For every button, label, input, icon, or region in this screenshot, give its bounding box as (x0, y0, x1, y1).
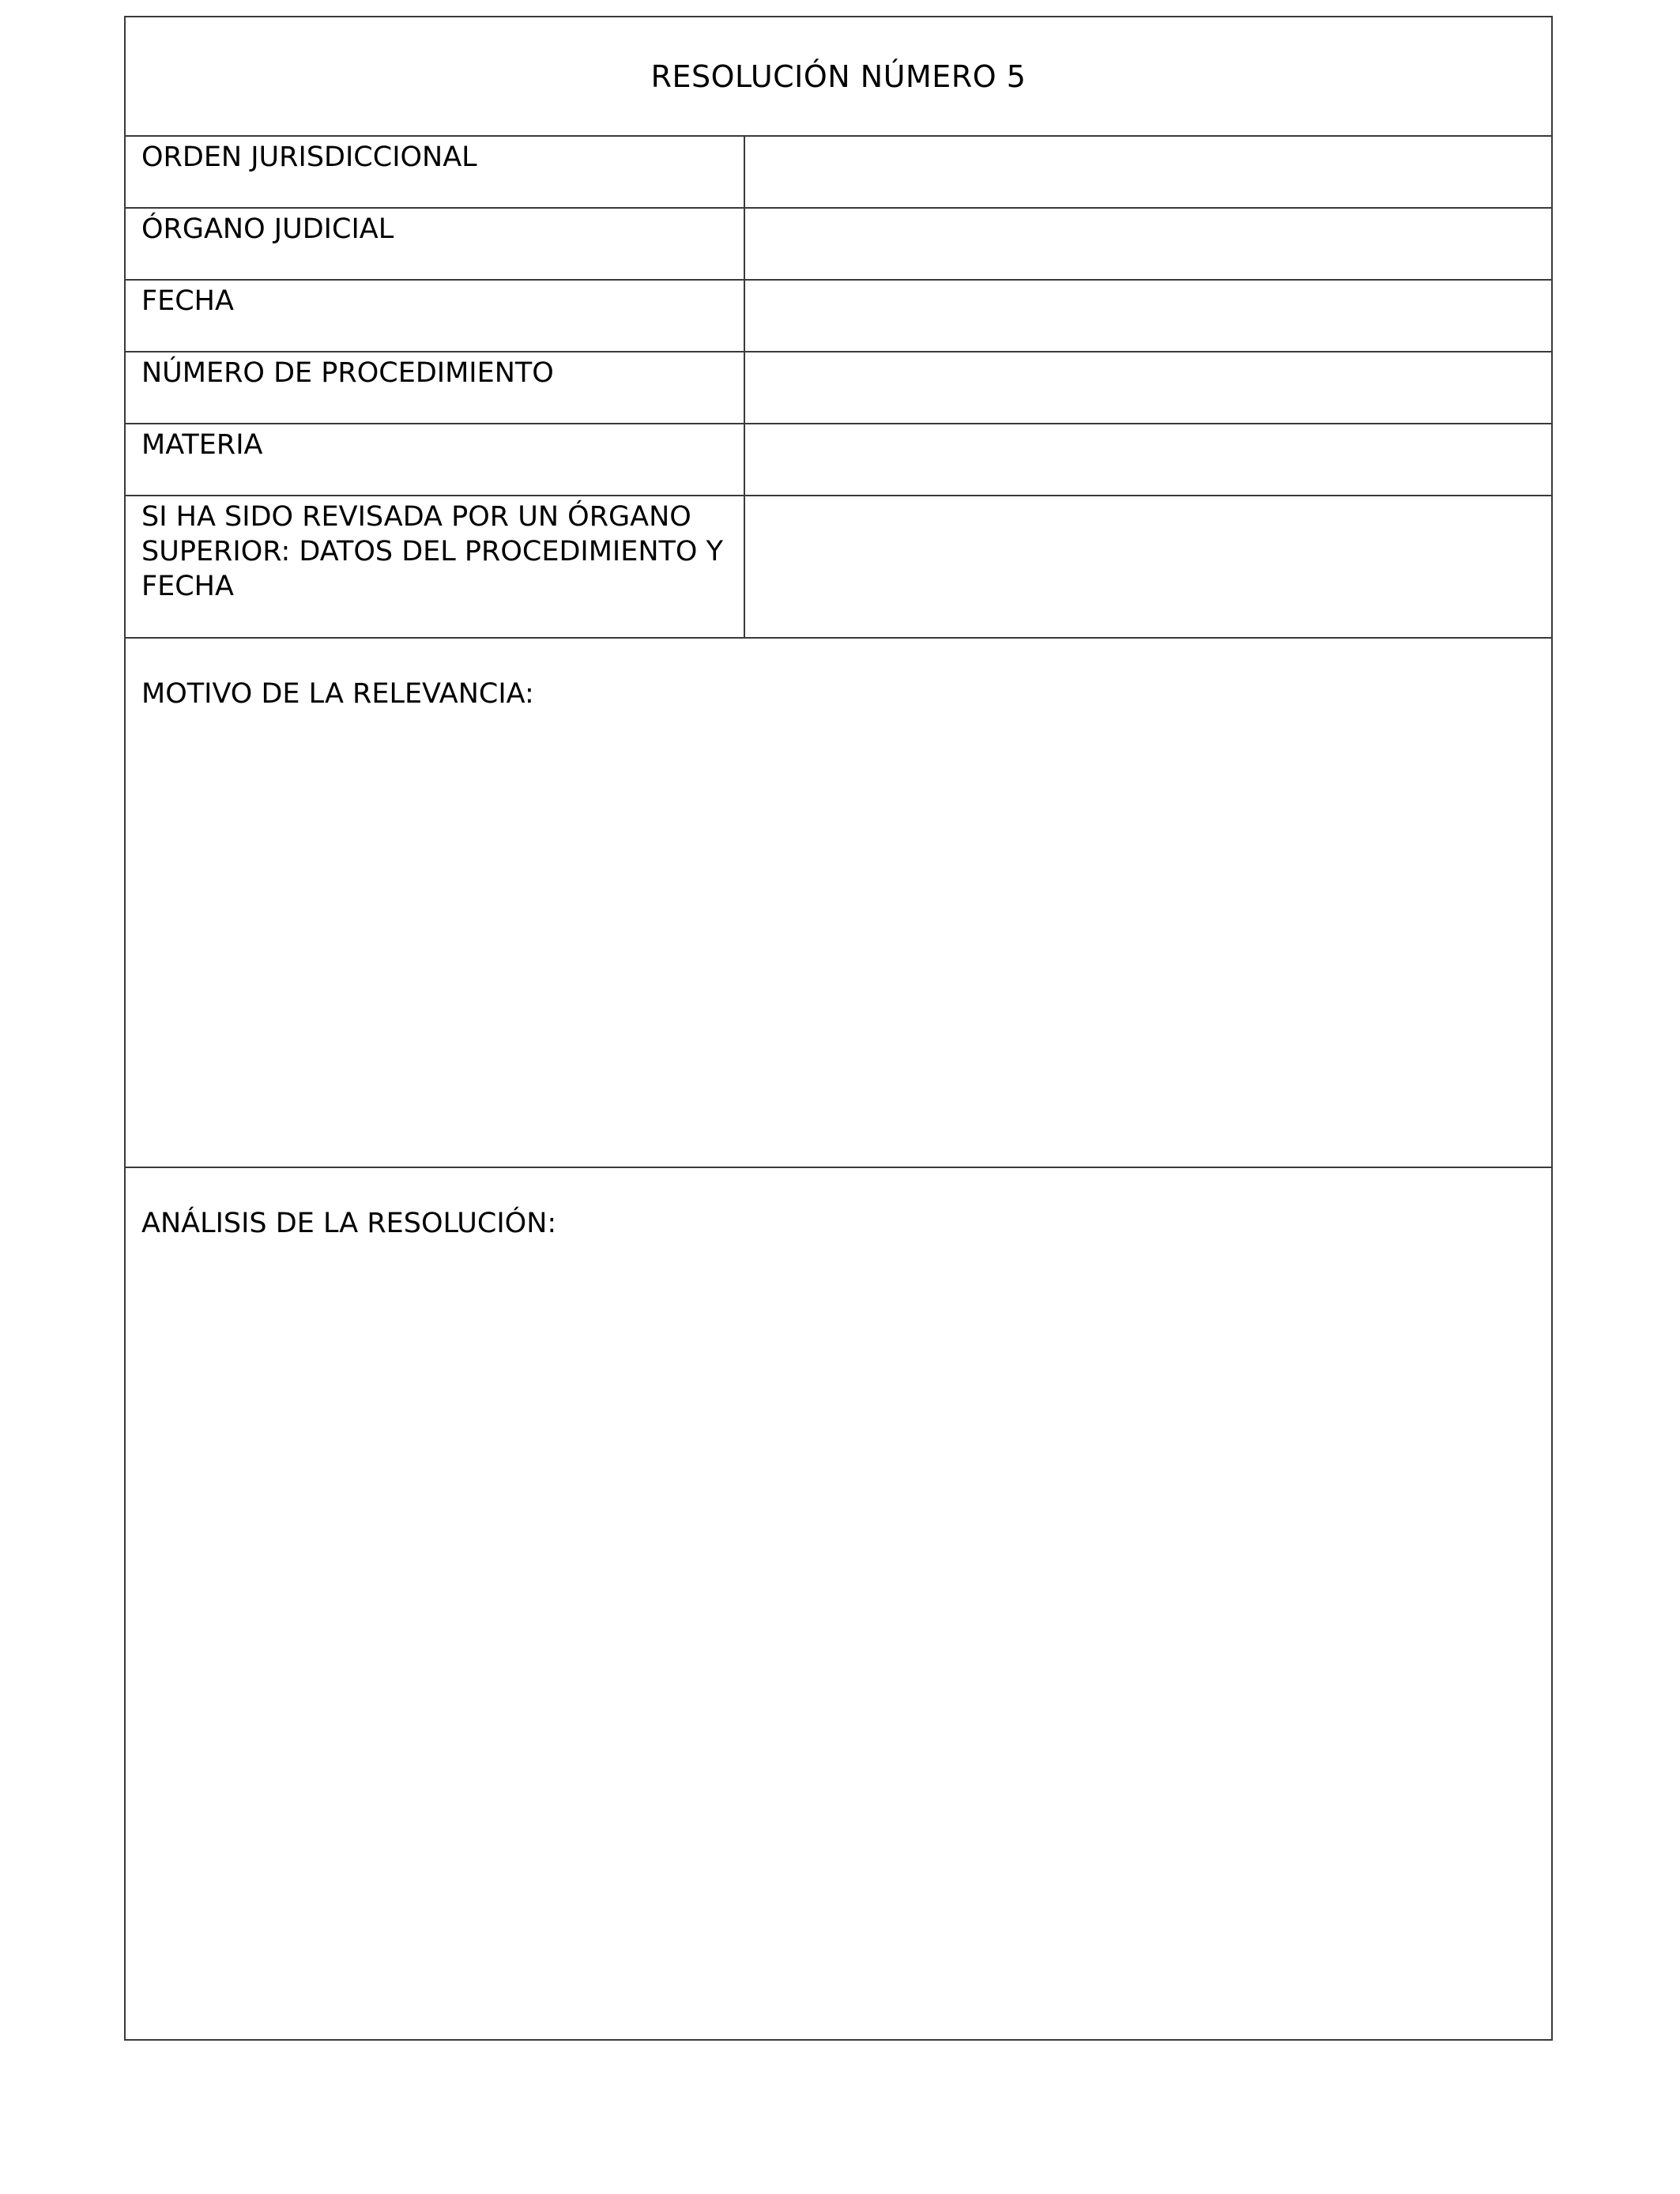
field-value-orden-jurisdiccional[interactable] (745, 137, 1551, 207)
field-label-fecha: FECHA (126, 281, 745, 351)
field-value-organo-judicial[interactable] (745, 209, 1551, 279)
field-value-materia[interactable] (745, 424, 1551, 495)
field-row-fecha (126, 279, 1551, 351)
field-label-orden-jurisdiccional: ORDEN JURISDICCIONAL (126, 137, 745, 207)
field-label-organo-judicial: ÓRGANO JUDICIAL (126, 209, 745, 279)
field-value-revision-superior[interactable] (745, 496, 1551, 637)
form-title: RESOLUCIÓN NÚMERO 5 (650, 58, 1026, 94)
resolution-form-table (124, 16, 1553, 2041)
field-label-materia: MATERIA (126, 424, 745, 495)
field-row-numero-procedimiento (126, 351, 1551, 423)
field-row-orden-jurisdiccional (126, 135, 1551, 207)
field-row-materia (126, 423, 1551, 495)
section-motivo-relevancia[interactable] (126, 637, 1551, 1167)
field-label-numero-procedimiento: NÚMERO DE PROCEDIMIENTO (126, 352, 745, 423)
field-label-revision-superior: SI HA SIDO REVISADA POR UN ÓRGANO SUPERIOR: DATOS DEL PROCEDIMIENTO Y FECHA (126, 496, 745, 637)
field-value-numero-procedimiento[interactable] (745, 352, 1551, 423)
field-row-revision-superior (126, 495, 1551, 637)
field-row-organo-judicial (126, 207, 1551, 279)
title-row (126, 17, 1551, 135)
section-label-analisis-resolucion: ANÁLISIS DE LA RESOLUCIÓN: (141, 1208, 557, 1239)
field-value-fecha[interactable] (745, 281, 1551, 351)
section-label-motivo-relevancia: MOTIVO DE LA RELEVANCIA: (141, 678, 534, 710)
section-analisis-resolucion[interactable] (126, 1167, 1551, 2039)
